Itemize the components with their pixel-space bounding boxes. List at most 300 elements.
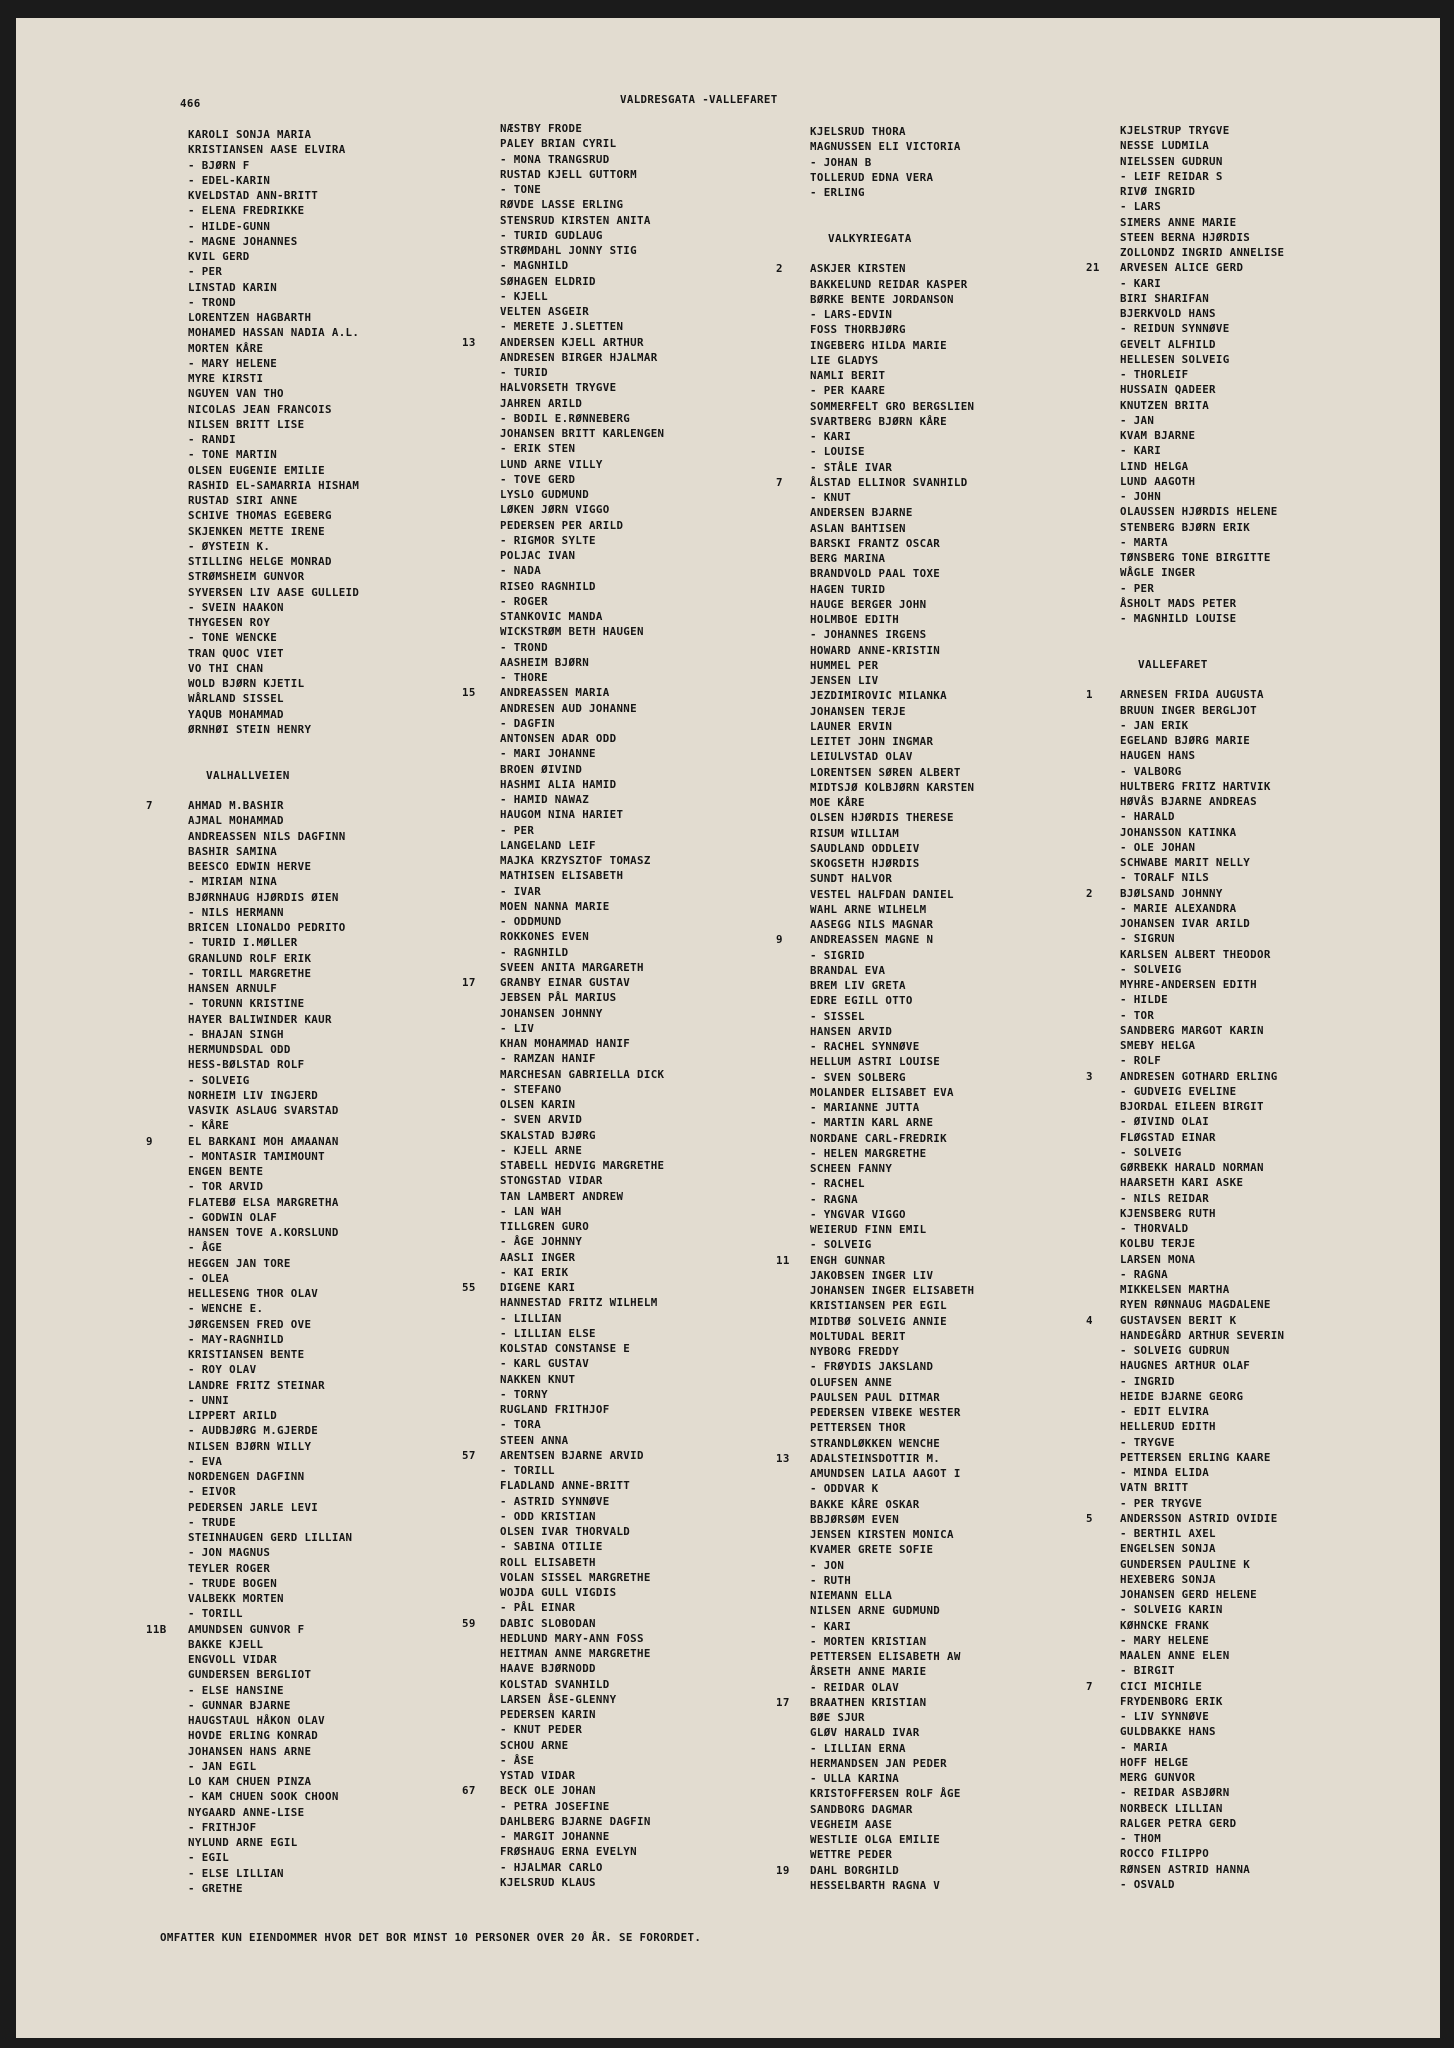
household-member: - ØIVIND OLAI	[1120, 1115, 1210, 1128]
resident-entry: WICKSTRØM BETH HAUGEN	[500, 625, 644, 638]
resident-entry: OLAUSSEN HJØRDIS HELENE	[1120, 505, 1278, 518]
household-member: - GUNNAR BJARNE	[188, 1699, 291, 1712]
resident-entry: STENSRUD KIRSTEN ANITA	[500, 214, 651, 227]
resident-entry: SØHAGEN ELDRID	[500, 275, 596, 288]
resident-entry: MOEN NANNA MARIE	[500, 900, 610, 913]
household-member: - TOR ARVID	[188, 1180, 264, 1193]
household-member: - ODDVAR K	[810, 1482, 879, 1495]
resident-entry: NORHEIM LIV INGJERD	[188, 1089, 319, 1102]
resident-entry: KRISTIANSEN BENTE	[188, 1348, 305, 1361]
household-member: - EDEL-KARIN	[188, 174, 271, 187]
household-member: - LIV SYNNØVE	[1120, 1710, 1210, 1723]
resident-entry: ÅRSETH ANNE MARIE	[810, 1665, 927, 1678]
resident-entry: HANSEN TOVE A.KORSLUND	[188, 1226, 339, 1239]
resident-entry: FLATEBØ ELSA MARGRETHA	[188, 1196, 339, 1209]
resident-entry: DAHL BORGHILD	[810, 1864, 900, 1877]
resident-entry: PETTERSEN THOR	[810, 1421, 906, 1434]
resident-entry: KOLSTAD CONSTANSE E	[500, 1342, 631, 1355]
resident-entry: HANDEGÅRD ARTHUR SEVERIN	[1120, 1329, 1285, 1342]
resident-entry: SCHIVE THOMAS EGEBERG	[188, 509, 332, 522]
resident-entry: KJELSRUD THORA	[810, 125, 906, 138]
household-member: - SOLVEIG	[1120, 1146, 1182, 1159]
household-member: - SVEIN HAAKON	[188, 601, 284, 614]
household-member: - ÅGE	[188, 1241, 223, 1254]
resident-entry: PEDERSEN JARLE LEVI	[188, 1501, 319, 1514]
household-member: - MORTEN KRISTIAN	[810, 1635, 927, 1648]
resident-entry: SYVERSEN LIV AASE GULLEID	[188, 586, 360, 599]
resident-entry: BIRI SHARIFAN	[1120, 292, 1210, 305]
resident-entry: STRØMDAHL JONNY STIG	[500, 244, 638, 257]
resident-entry: HOWARD ANNE-KRISTIN	[810, 644, 941, 657]
household-member: - BHAJAN SINGH	[188, 1028, 284, 1041]
household-member: - TRYGVE	[1120, 1436, 1175, 1449]
page-number: 466	[180, 97, 201, 110]
resident-entry: KAROLI SONJA MARIA	[188, 128, 312, 141]
household-member: - ROGER	[500, 595, 548, 608]
resident-entry: VALBEKK MORTEN	[188, 1592, 284, 1605]
resident-entry: POLJAC IVAN	[500, 549, 576, 562]
resident-entry: LIE GLADYS	[810, 354, 879, 367]
household-member: - JAN	[1120, 414, 1155, 427]
resident-entry: JAKOBSEN INGER LIV	[810, 1269, 934, 1282]
household-member: - KÅRE	[188, 1119, 230, 1132]
household-member: - LILLIAN	[500, 1312, 562, 1325]
household-member: - REIDAR OLAV	[810, 1681, 900, 1694]
household-member: - MARIE ALEXANDRA	[1120, 902, 1237, 915]
resident-entry: FLADLAND ANNE-BRITT	[500, 1479, 631, 1492]
household-member: - JOHAN B	[810, 156, 872, 169]
resident-entry: EDRE EGILL OTTO	[810, 994, 913, 1007]
resident-entry: ROLL ELISABETH	[500, 1556, 596, 1569]
household-member: - MONA TRANGSRUD	[500, 153, 610, 166]
household-member: - HAMID NAWAZ	[500, 793, 590, 806]
resident-entry: HELLESEN SOLVEIG	[1120, 353, 1230, 366]
household-member: - SIGRUN	[1120, 932, 1175, 945]
resident-entry: MAJKA KRZYSZTOF TOMASZ	[500, 854, 651, 867]
resident-entry: LANDRE FRITZ STEINAR	[188, 1379, 326, 1392]
household-member: - SOLVEIG GUDRUN	[1120, 1344, 1230, 1357]
resident-entry: VOLAN SISSEL MARGRETHE	[500, 1571, 651, 1584]
household-member: - INGRID	[1120, 1375, 1175, 1388]
resident-entry: KVIL GERD	[188, 250, 250, 263]
household-member: - HILDE	[1120, 993, 1168, 1006]
resident-entry: FRØSHAUG ERNA EVELYN	[500, 1845, 638, 1858]
resident-entry: AMUNDSEN GUNVOR F	[188, 1623, 305, 1636]
resident-entry: BJØRNHAUG HJØRDIS ØIEN	[188, 891, 339, 904]
household-member: - PER	[188, 265, 223, 278]
resident-entry: HEDLUND MARY-ANN FOSS	[500, 1632, 644, 1645]
house-number: 13	[776, 1452, 790, 1465]
resident-entry: GRANLUND ROLF ERIK	[188, 952, 312, 965]
resident-entry: JOHANSEN GERD HELENE	[1120, 1588, 1258, 1601]
resident-entry: HAUGOM NINA HARIET	[500, 808, 624, 821]
resident-entry: JENSEN LIV	[810, 674, 879, 687]
resident-entry: WESTLIE OLGA EMILIE	[810, 1833, 941, 1846]
resident-entry: KOLSTAD SVANHILD	[500, 1678, 610, 1691]
household-member: - TURID I.MØLLER	[188, 936, 298, 949]
resident-entry: EL BARKANI MOH AMAANAN	[188, 1135, 339, 1148]
resident-entry: NICOLAS JEAN FRANCOIS	[188, 403, 332, 416]
resident-entry: MOHAMED HASSAN NADIA A.L.	[188, 326, 360, 339]
household-member: - MAY-RAGNHILD	[188, 1333, 284, 1346]
resident-entry: SKOGSETH HJØRDIS	[810, 857, 920, 870]
resident-entry: MYRE KIRSTI	[188, 372, 264, 385]
resident-entry: ÅLSTAD ELLINOR SVANHILD	[810, 476, 968, 489]
house-number: 17	[776, 1696, 790, 1709]
resident-entry: KNUTZEN BRITA	[1120, 399, 1210, 412]
resident-entry: JOHANSEN IVAR ARILD	[1120, 917, 1251, 930]
household-member: - TORILL MARGRETHE	[188, 967, 312, 980]
resident-entry: GØRBEKK HARALD NORMAN	[1120, 1161, 1264, 1174]
resident-entry: LORENTSEN SØREN ALBERT	[810, 766, 961, 779]
household-member: - MONTASIR TAMIMOUNT	[188, 1150, 326, 1163]
resident-entry: TAN LAMBERT ANDREW	[500, 1190, 624, 1203]
household-member: - KARI	[1120, 277, 1162, 290]
resident-entry: HOLMBOE EDITH	[810, 613, 900, 626]
resident-entry: DIGENE KARI	[500, 1281, 576, 1294]
household-member: - MERETE J.SLETTEN	[500, 320, 624, 333]
household-member: - OLE JOHAN	[1120, 841, 1196, 854]
house-number: 13	[462, 336, 476, 349]
household-member: - ROY OLAV	[188, 1363, 257, 1376]
resident-entry: ZOLLONDZ INGRID ANNELISE	[1120, 246, 1285, 259]
resident-entry: ROCCO FILIPPO	[1120, 1847, 1210, 1860]
resident-entry: RØVDE LASSE ERLING	[500, 198, 624, 211]
resident-entry: MARCHESAN GABRIELLA DICK	[500, 1068, 665, 1081]
resident-entry: KØHNCKE FRANK	[1120, 1619, 1210, 1632]
resident-entry: NESSE LUDMILA	[1120, 139, 1210, 152]
resident-entry: JOHANSEN HANS ARNE	[188, 1745, 312, 1758]
resident-entry: GLØV HARALD IVAR	[810, 1726, 920, 1739]
resident-entry: KJELSTRUP TRYGVE	[1120, 124, 1230, 137]
household-member: - MARGIT JOHANNE	[500, 1830, 610, 1843]
resident-entry: BAKKE KÅRE OSKAR	[810, 1498, 920, 1511]
household-member: - TOVE GERD	[500, 473, 576, 486]
street-heading: VALHALLVEIEN	[206, 769, 290, 782]
resident-entry: EGELAND BJØRG MARIE	[1120, 734, 1251, 747]
household-member: - EGIL	[188, 1851, 230, 1864]
resident-entry: LARSEN ÅSE-GLENNY	[500, 1693, 617, 1706]
resident-entry: PAULSEN PAUL DITMAR	[810, 1391, 941, 1404]
resident-entry: HALVORSETH TRYGVE	[500, 381, 617, 394]
resident-entry: PEDERSEN KARIN	[500, 1708, 596, 1721]
household-member: - SVEN SOLBERG	[810, 1071, 906, 1084]
resident-entry: KRISTIANSEN PER EGIL	[810, 1299, 948, 1312]
household-member: - MARIANNE JUTTA	[810, 1101, 920, 1114]
household-member: - TURID	[500, 366, 548, 379]
household-member: - LAN WAH	[500, 1205, 562, 1218]
resident-entry: SUNDT HALVOR	[810, 872, 893, 885]
resident-entry: RISEO RAGNHILD	[500, 580, 596, 593]
household-member: - STEFANO	[500, 1083, 562, 1096]
resident-entry: LINSTAD KARIN	[188, 281, 278, 294]
resident-entry: OLSEN KARIN	[500, 1098, 576, 1111]
household-member: - TORALF NILS	[1120, 871, 1210, 884]
resident-entry: SAUDLAND ODDLEIV	[810, 842, 920, 855]
resident-entry: MIDTBØ SOLVEIG ANNIE	[810, 1315, 948, 1328]
household-member: - DAGFIN	[500, 717, 555, 730]
resident-entry: PETTERSEN ELISABETH AW	[810, 1650, 961, 1663]
household-member: - MARY HELENE	[1120, 1634, 1210, 1647]
household-member: - TORUNN KRISTINE	[188, 997, 305, 1010]
household-member: - KARI	[1120, 444, 1162, 457]
household-member: - RAMZAN HANIF	[500, 1052, 596, 1065]
household-member: - ROLF	[1120, 1054, 1162, 1067]
resident-entry: GUSTAVSEN BERIT K	[1120, 1314, 1237, 1327]
resident-entry: LEITET JOHN INGMAR	[810, 735, 934, 748]
household-member: - RACHEL SYNNØVE	[810, 1040, 920, 1053]
household-member: - KNUT	[810, 491, 852, 504]
resident-entry: BRANDVOLD PAAL TOXE	[810, 567, 941, 580]
resident-entry: KVAM BJARNE	[1120, 429, 1196, 442]
resident-entry: STRØMSHEIM GUNVOR	[188, 570, 305, 583]
resident-entry: AMUNDSEN LAILA AAGOT I	[810, 1467, 961, 1480]
resident-entry: LEIULVSTAD OLAV	[810, 750, 913, 763]
resident-entry: JEZDIMIROVIC MILANKA	[810, 689, 948, 702]
resident-entry: BJORDAL EILEEN BIRGIT	[1120, 1100, 1264, 1113]
resident-entry: JENSEN KIRSTEN MONICA	[810, 1528, 954, 1541]
resident-entry: DAHLBERG BJARNE DAGFIN	[500, 1815, 651, 1828]
household-member: - MINDA ELIDA	[1120, 1466, 1210, 1479]
resident-entry: RASHID EL-SAMARRIA HISHAM	[188, 479, 360, 492]
household-member: - TRUDE BOGEN	[188, 1577, 278, 1590]
resident-entry: NYLUND ARNE EGIL	[188, 1836, 298, 1849]
household-member: - ULLA KARINA	[810, 1772, 900, 1785]
resident-entry: VATN BRITT	[1120, 1481, 1189, 1494]
resident-entry: HELLUM ASTRI LOUISE	[810, 1055, 941, 1068]
resident-entry: BRANDAL EVA	[810, 964, 886, 977]
household-member: - JAN EGIL	[188, 1760, 257, 1773]
resident-entry: KJELSRUD KLAUS	[500, 1876, 596, 1889]
household-member: - LOUISE	[810, 445, 865, 458]
household-member: - LILLIAN ELSE	[500, 1327, 596, 1340]
household-member: - MARIA	[1120, 1741, 1168, 1754]
resident-entry: KOLBU TERJE	[1120, 1237, 1196, 1250]
resident-entry: SKALSTAD BJØRG	[500, 1129, 596, 1142]
resident-entry: ANDRESEN AUD JOHANNE	[500, 702, 638, 715]
resident-entry: NORBECK LILLIAN	[1120, 1802, 1223, 1815]
resident-entry: SANDBORG DAGMAR	[810, 1803, 913, 1816]
household-member: - MARY HELENE	[188, 357, 278, 370]
resident-entry: HELLESENG THOR OLAV	[188, 1287, 319, 1300]
resident-entry: AASLI INGER	[500, 1251, 576, 1264]
house-number: 55	[462, 1281, 476, 1294]
household-member: - AUDBJØRG M.GJERDE	[188, 1424, 319, 1437]
household-member: - ELSE LILLIAN	[188, 1867, 284, 1880]
household-member: - KARI	[810, 430, 852, 443]
resident-entry: VASVIK ASLAUG SVARSTAD	[188, 1104, 339, 1117]
resident-entry: WOJDA GULL VIGDIS	[500, 1586, 617, 1599]
household-member: - MIRIAM NINA	[188, 875, 278, 888]
resident-entry: GULDBAKKE HANS	[1120, 1725, 1216, 1738]
resident-entry: LYSLO GUDMUND	[500, 488, 590, 501]
resident-entry: ENGELSEN SONJA	[1120, 1542, 1216, 1555]
household-member: - WENCHE E.	[188, 1302, 264, 1315]
resident-entry: HOFF HELGE	[1120, 1756, 1189, 1769]
household-member: - PER	[500, 824, 535, 837]
house-number: 57	[462, 1449, 476, 1462]
household-member: - EIVOR	[188, 1485, 236, 1498]
resident-entry: WÅRLAND SISSEL	[188, 692, 284, 705]
household-member: - BERTHIL AXEL	[1120, 1527, 1216, 1540]
household-member: - NADA	[500, 564, 542, 577]
resident-entry: HAARSETH KARI ASKE	[1120, 1176, 1244, 1189]
resident-entry: NGUYEN VAN THO	[188, 387, 284, 400]
resident-entry: ARENTSEN BJARNE ARVID	[500, 1449, 644, 1462]
household-member: - REIDAR ASBJØRN	[1120, 1786, 1230, 1799]
resident-entry: RIVØ INGRID	[1120, 185, 1196, 198]
resident-entry: ANDERSEN KJELL ARTHUR	[500, 336, 644, 349]
resident-entry: BJERKVOLD HANS	[1120, 307, 1216, 320]
house-number: 17	[462, 976, 476, 989]
resident-entry: SVEEN ANITA MARGARETH	[500, 961, 644, 974]
resident-entry: WOLD BJØRN KJETIL	[188, 677, 305, 690]
household-member: - NILS HERMANN	[188, 906, 284, 919]
household-member: - TORNY	[500, 1388, 548, 1401]
household-member: - SISSEL	[810, 1010, 865, 1023]
household-member: - RIGMOR SYLTE	[500, 534, 596, 547]
resident-entry: BAKKELUND REIDAR KASPER	[810, 278, 968, 291]
house-number: 7	[1086, 1680, 1093, 1693]
resident-entry: NIELSSEN GUDRUN	[1120, 155, 1223, 168]
resident-entry: SIMERS ANNE MARIE	[1120, 216, 1237, 229]
household-member: - ERIK STEN	[500, 442, 576, 455]
resident-entry: BRAATHEN KRISTIAN	[810, 1696, 927, 1709]
household-member: - SOLVEIG KARIN	[1120, 1603, 1223, 1616]
resident-entry: BEESCO EDWIN HERVE	[188, 860, 312, 873]
resident-entry: HAUGSTAUL HÅKON OLAV	[188, 1714, 326, 1727]
house-number: 19	[776, 1864, 790, 1877]
household-member: - THORE	[500, 671, 548, 684]
resident-entry: ÅSHOLT MADS PETER	[1120, 597, 1237, 610]
household-member: - OLEA	[188, 1272, 230, 1285]
resident-entry: JØRGENSEN FRED OVE	[188, 1318, 312, 1331]
household-member: - OSVALD	[1120, 1878, 1175, 1891]
household-member: - RACHEL	[810, 1177, 865, 1190]
resident-entry: ANDRESEN BIRGER HJALMAR	[500, 351, 658, 364]
resident-entry: MATHISEN ELISABETH	[500, 869, 624, 882]
household-member: - GODWIN OLAF	[188, 1211, 278, 1224]
resident-entry: SCHOU ARNE	[500, 1739, 569, 1752]
household-member: - LARS-EDVIN	[810, 308, 893, 321]
resident-entry: NORDANE CARL-FREDRIK	[810, 1132, 948, 1145]
resident-entry: ASLAN BAHTISEN	[810, 522, 906, 535]
resident-entry: STEINHAUGEN GERD LILLIAN	[188, 1531, 353, 1544]
household-member: - THOM	[1120, 1832, 1162, 1845]
resident-entry: PEDERSEN VIBEKE WESTER	[810, 1406, 961, 1419]
resident-entry: SCHWABE MARIT NELLY	[1120, 856, 1251, 869]
household-member: - TROND	[188, 296, 236, 309]
resident-entry: RUGLAND FRITHJOF	[500, 1403, 610, 1416]
resident-entry: BASHIR SAMINA	[188, 845, 278, 858]
household-member: - JOHN	[1120, 490, 1162, 503]
resident-entry: AASHEIM BJØRN	[500, 656, 590, 669]
household-member: - TRUDE	[188, 1516, 236, 1529]
resident-entry: HAUGNES ARTHUR OLAF	[1120, 1359, 1251, 1372]
resident-entry: NYBORG FREDDY	[810, 1345, 900, 1358]
household-member: - MAGNE JOHANNES	[188, 235, 298, 248]
resident-entry: ANTONSEN ADAR ODD	[500, 732, 617, 745]
resident-entry: HERMANDSEN JAN PEDER	[810, 1757, 948, 1770]
resident-entry: ANDRESEN GOTHARD ERLING	[1120, 1070, 1278, 1083]
resident-entry: OLUFSEN ANNE	[810, 1376, 893, 1389]
resident-entry: VO THI CHAN	[188, 662, 264, 675]
resident-entry: INGEBERG HILDA MARIE	[810, 339, 948, 352]
household-member: - MAGNHILD	[500, 259, 569, 272]
resident-entry: JOHANSSON KATINKA	[1120, 826, 1237, 839]
resident-entry: NILSEN BJØRN WILLY	[188, 1440, 312, 1453]
resident-entry: HANNESTAD FRITZ WILHELM	[500, 1296, 658, 1309]
resident-entry: PEDERSEN PER ARILD	[500, 519, 624, 532]
household-member: - ODD KRISTIAN	[500, 1510, 596, 1523]
resident-entry: YSTAD VIDAR	[500, 1769, 576, 1782]
resident-entry: HAGEN TURID	[810, 583, 886, 596]
resident-entry: MYHRE-ANDERSEN EDITH	[1120, 978, 1258, 991]
resident-entry: HANSEN ARNULF	[188, 982, 278, 995]
resident-entry: HAYER BALIWINDER KAUR	[188, 1013, 332, 1026]
resident-entry: AASEGG NILS MAGNAR	[810, 918, 934, 931]
resident-entry: LIPPERT ARILD	[188, 1409, 278, 1422]
house-number: 5	[1086, 1512, 1093, 1525]
household-member: - RAGNHILD	[500, 946, 569, 959]
resident-entry: AHMAD M.BASHIR	[188, 799, 284, 812]
resident-entry: RUSTAD KJELL GUTTORM	[500, 168, 638, 181]
resident-entry: OLSEN HJØRDIS THERESE	[810, 811, 954, 824]
resident-entry: KVAMER GRETE SOFIE	[810, 1543, 934, 1556]
resident-entry: LUND AAGOTH	[1120, 475, 1196, 488]
resident-entry: GUNDERSEN BERGLIOT	[188, 1668, 312, 1681]
resident-entry: TØNSBERG TONE BIRGITTE	[1120, 551, 1271, 564]
resident-entry: LORENTZEN HAGBARTH	[188, 311, 312, 324]
resident-entry: BREM LIV GRETA	[810, 979, 906, 992]
resident-entry: MOLTUDAL BERIT	[810, 1330, 906, 1343]
house-number: 11	[776, 1254, 790, 1267]
resident-entry: ADALSTEINSDOTTIR M.	[810, 1452, 941, 1465]
resident-entry: ØRNHØI STEIN HENRY	[188, 723, 312, 736]
household-member: - PETRA JOSEFINE	[500, 1800, 610, 1813]
resident-entry: NAMLI BERIT	[810, 369, 886, 382]
household-member: - RANDI	[188, 433, 236, 446]
resident-entry: PETTERSEN ERLING KAARE	[1120, 1451, 1271, 1464]
household-member: - IVAR	[500, 885, 542, 898]
household-member: - KJELL ARNE	[500, 1144, 583, 1157]
resident-entry: KHAN MOHAMMAD HANIF	[500, 1037, 631, 1050]
resident-entry: ANDREASSEN MAGNE N	[810, 933, 934, 946]
resident-entry: OLSEN EUGENIE EMILIE	[188, 464, 326, 477]
resident-entry: HESSELBARTH RAGNA V	[810, 1879, 941, 1892]
household-member: - KNUT PEDER	[500, 1723, 583, 1736]
resident-entry: STEEN BERNA HJØRDIS	[1120, 231, 1251, 244]
resident-entry: SVARTBERG BJØRN KÅRE	[810, 415, 948, 428]
resident-entry: ANDERSEN BJARNE	[810, 506, 913, 519]
house-number: 1	[1086, 688, 1093, 701]
resident-entry: BECK OLE JOHAN	[500, 1784, 596, 1797]
resident-entry: STABELL HEDVIG MARGRETHE	[500, 1159, 665, 1172]
resident-entry: HØVÅS BJARNE ANDREAS	[1120, 795, 1258, 808]
resident-entry: TILLGREN GURO	[500, 1220, 590, 1233]
household-member: - UNNI	[188, 1394, 230, 1407]
resident-entry: FOSS THORBJØRG	[810, 323, 906, 336]
house-number: 11B	[146, 1623, 167, 1636]
resident-entry: STANKOVIC MANDA	[500, 610, 603, 623]
footer-note: OMFATTER KUN EIENDOMMER HVOR DET BOR MINST 10 PERSONER OVER 20 ÅR. SE FORORDET.	[160, 1931, 702, 1944]
resident-entry: HUMMEL PER	[810, 659, 879, 672]
household-member: - TORA	[500, 1418, 542, 1431]
resident-entry: PALEY BRIAN CYRIL	[500, 137, 617, 150]
resident-entry: ARNESEN FRIDA AUGUSTA	[1120, 688, 1264, 701]
resident-entry: CICI MICHILE	[1120, 1680, 1203, 1693]
household-member: - MAGNHILD LOUISE	[1120, 612, 1237, 625]
